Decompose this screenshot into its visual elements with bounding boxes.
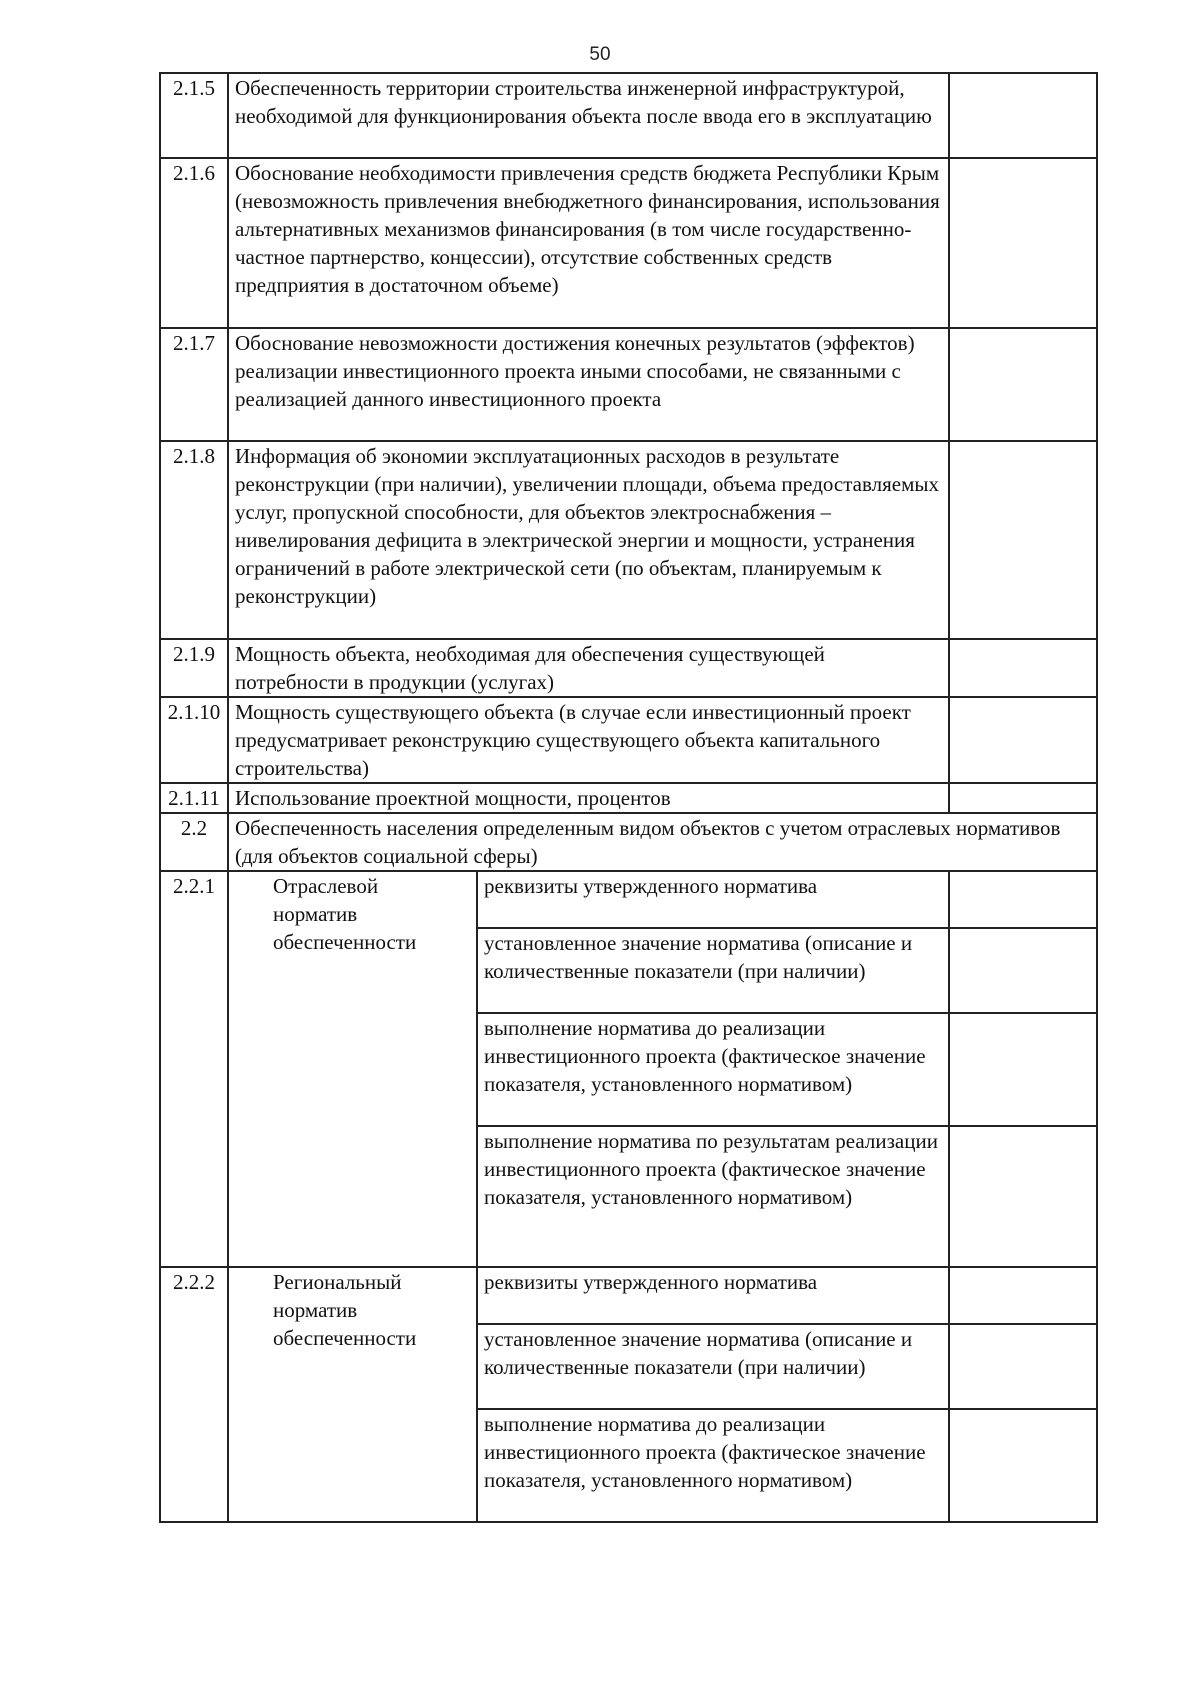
value-cell[interactable] (949, 158, 1097, 328)
table-row (160, 441, 1097, 639)
page-number: 50 (589, 44, 611, 65)
norm-subitem: установленное значение норматива (описание и количественные показатели (при наличии) (477, 928, 949, 1013)
norm-type-label: Региональный норматив обеспеченности (228, 1267, 477, 1522)
investment-project-form-table (159, 72, 1098, 1523)
value-cell[interactable] (949, 1013, 1097, 1126)
table-row (160, 639, 1097, 697)
value-cell[interactable] (949, 328, 1097, 441)
value-cell[interactable] (949, 1324, 1097, 1409)
table-row (160, 1267, 1097, 1324)
row-number: 2.1.6 (160, 158, 228, 328)
row-number: 2.1.11 (160, 783, 228, 813)
value-cell[interactable] (949, 1267, 1097, 1324)
table-row (160, 813, 1097, 871)
row-description: Мощность объекта, необходимая для обеспечения существующей потребности в продукции (услугах) (228, 639, 949, 697)
table-row (160, 158, 1097, 328)
norm-subitem: установленное значение норматива (описание и количественные показатели (при наличии) (477, 1324, 949, 1409)
row-number: 2.1.10 (160, 697, 228, 783)
value-cell[interactable] (949, 697, 1097, 783)
row-number: 2.1.5 (160, 73, 228, 158)
row-number: 2.1.7 (160, 328, 228, 441)
row-description: Мощность существующего объекта (в случае если инвестиционный проект предусматривает реконструкцию существующего объекта капитального строительства) (228, 697, 949, 783)
norm-subitem: реквизиты утвержденного норматива (477, 871, 949, 928)
row-number: 2.2.2 (160, 1267, 228, 1522)
row-description: Обоснование невозможности достижения конечных результатов (эффектов) реализации инвестиционного проекта иными способами, не связанными с реализацией данного инвестиционного проекта (228, 328, 949, 441)
norm-subitem: выполнение норматива по результатам реализации инвестиционного проекта (фактическое значение показателя, установленного нормативом) (477, 1126, 949, 1267)
value-cell[interactable] (949, 73, 1097, 158)
value-cell[interactable] (949, 1126, 1097, 1267)
table-row (160, 697, 1097, 783)
value-cell[interactable] (949, 639, 1097, 697)
row-description: Обоснование необходимости привлечения средств бюджета Республики Крым (невозможность привлечения внебюджетного финансирования, использования альтернативных механизмов финансирования (в том числе государственно-частное партнерство, концессии), отсутствие собственных средств предприятия в достаточном объеме) (228, 158, 949, 328)
value-cell[interactable] (949, 1409, 1097, 1522)
value-cell[interactable] (949, 441, 1097, 639)
row-description: Обеспеченность территории строительства инженерной инфраструктурой, необходимой для функционирования объекта после ввода его в эксплуатацию (228, 73, 949, 158)
value-cell[interactable] (949, 783, 1097, 813)
row-number: 2.1.8 (160, 441, 228, 639)
row-number: 2.1.9 (160, 639, 228, 697)
table-row (160, 328, 1097, 441)
table-row (160, 871, 1097, 928)
norm-subitem: выполнение норматива до реализации инвестиционного проекта (фактическое значение показателя, установленного нормативом) (477, 1013, 949, 1126)
table-row (160, 73, 1097, 158)
norm-subitem: реквизиты утвержденного норматива (477, 1267, 949, 1324)
value-cell[interactable] (949, 871, 1097, 928)
row-number: 2.2 (160, 813, 228, 871)
table-row (160, 783, 1097, 813)
row-number: 2.2.1 (160, 871, 228, 1267)
norm-type-label: Отраслевой норматив обеспеченности (228, 871, 477, 1267)
section-heading: Обеспеченность населения определенным видом объектов с учетом отраслевых нормативов (для объектов социальной сферы) (228, 813, 1097, 871)
value-cell[interactable] (949, 928, 1097, 1013)
row-description: Информация об экономии эксплуатационных расходов в результате реконструкции (при наличии), увеличении площади, объема предоставляемых услуг, пропускной способности, для объектов электроснабжения – нивелирования дефицита в электрической энергии и мощности, устранения ограничений в работе электрической сети (по объектам, планируемым к реконструкции) (228, 441, 949, 639)
row-description: Использование проектной мощности, процентов (228, 783, 949, 813)
norm-subitem: выполнение норматива до реализации инвестиционного проекта (фактическое значение показателя, установленного нормативом) (477, 1409, 949, 1522)
